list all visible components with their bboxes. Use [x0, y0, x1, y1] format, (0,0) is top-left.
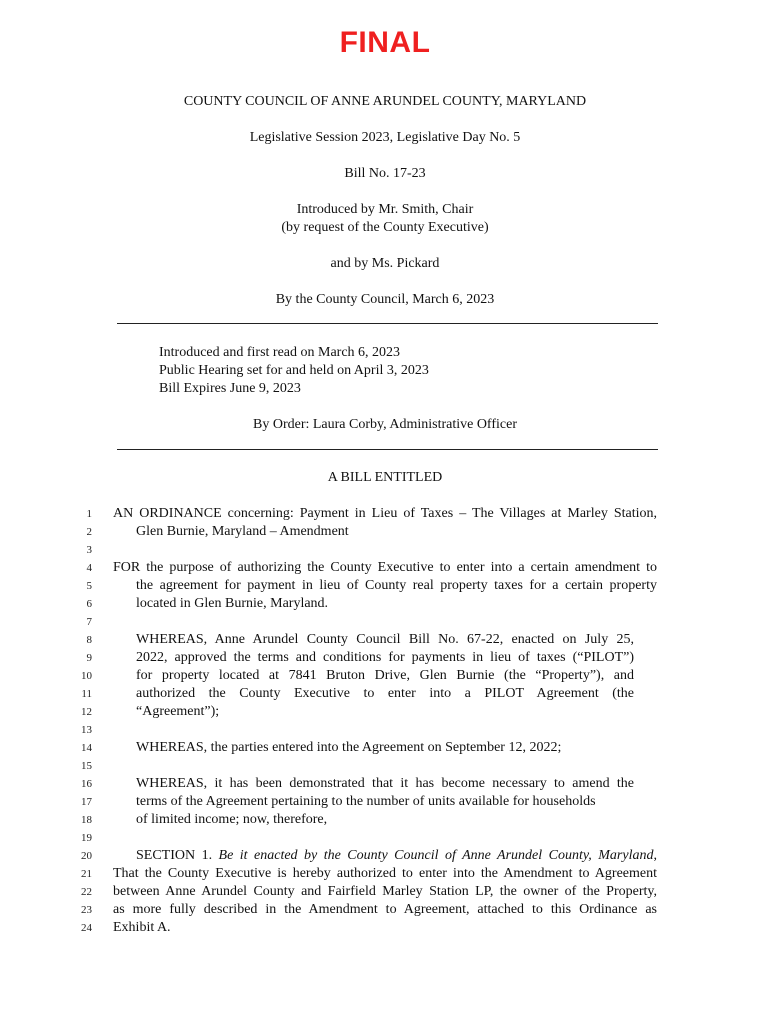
- line-number: 21: [81, 868, 92, 880]
- enacting-clause: Be it enacted by the County Council of Anne Arundel County, Maryland: [218, 848, 654, 863]
- section-1-line: between Anne Arundel County and Fairfield Marley Station LP, the owner of the Property,: [113, 884, 657, 899]
- by-council-date: By the County Council, March 6, 2023: [275, 292, 495, 307]
- line-number: 13: [81, 724, 92, 736]
- ordinance-title-line: AN ORDINANCE concerning: Payment in Lieu of Taxes – The Villages at Marley Station,: [113, 506, 657, 521]
- line-number: 22: [81, 886, 92, 898]
- enacting-comma: ,: [653, 848, 657, 863]
- line-number: 6: [86, 598, 92, 610]
- public-hearing: Public Hearing set for and held on April 3, 2023: [159, 363, 429, 378]
- whereas-3-line: of limited income; now, therefore,: [136, 812, 328, 827]
- divider-bottom: [117, 449, 658, 450]
- bill-expires: Bill Expires June 9, 2023: [159, 381, 301, 396]
- purpose-line: FOR the purpose of authorizing the County Executive to enter into a certain amendment to: [113, 560, 657, 575]
- line-number: 4: [86, 562, 92, 574]
- final-stamp: FINAL: [339, 26, 431, 59]
- line-number: 7: [86, 616, 92, 628]
- whereas-1-line: 2022, approved the terms and conditions for payments in lieu of taxes (“PILOT”): [136, 650, 634, 665]
- line-number: 18: [81, 814, 92, 826]
- section-1-line: That the County Executive is hereby authorized to enter into the Amendment to Agreement: [113, 866, 657, 881]
- whereas-1-line: for property located at 7841 Bruton Drive, Glen Burnie (the “Property”), and: [136, 668, 634, 683]
- whereas-2-line: WHEREAS, the parties entered into the Agreement on September 12, 2022;: [136, 740, 562, 755]
- by-order: By Order: Laura Corby, Administrative Officer: [253, 417, 517, 432]
- whereas-1-line: WHEREAS, Anne Arundel County Council Bill No. 67-22, enacted on July 25,: [136, 632, 634, 647]
- introduced-date: Introduced and first read on March 6, 2023: [159, 345, 401, 360]
- line-number: 3: [86, 544, 92, 556]
- ordinance-title-line: Glen Burnie, Maryland – Amendment: [136, 524, 349, 539]
- line-number: 2: [86, 526, 92, 538]
- line-number: 5: [86, 580, 92, 592]
- line-number: 15: [81, 760, 92, 772]
- bill-entitled-heading: A BILL ENTITLED: [327, 470, 443, 485]
- line-number: 20: [81, 850, 92, 862]
- line-number: 17: [81, 796, 92, 808]
- purpose-line: the agreement for payment in lieu of County real property taxes for a certain property: [136, 578, 657, 593]
- line-number: 23: [81, 904, 92, 916]
- introduced-by: Introduced by Mr. Smith, Chair: [296, 202, 474, 217]
- line-number: 19: [81, 832, 92, 844]
- line-number: 8: [86, 634, 92, 646]
- section-1-line: [136, 847, 657, 865]
- line-number: 12: [81, 706, 92, 718]
- line-number: 11: [81, 688, 92, 700]
- line-number: 9: [86, 652, 92, 664]
- line-number: 24: [81, 922, 92, 934]
- whereas-1-line: authorized the County Executive to enter into a PILOT Agreement (the: [136, 686, 634, 701]
- line-number: 1: [86, 508, 92, 520]
- purpose-line: located in Glen Burnie, Maryland.: [136, 596, 329, 611]
- by-request: (by request of the County Executive): [281, 220, 489, 235]
- bill-number: Bill No. 17-23: [344, 166, 426, 181]
- line-number: 16: [81, 778, 92, 790]
- section-1-line: Exhibit A.: [113, 920, 171, 935]
- section-label: SECTION 1.: [136, 848, 219, 863]
- divider-top: [117, 323, 658, 324]
- section-1-line: as more fully described in the Amendment to Agreement, attached to this Ordinance as: [113, 902, 657, 917]
- whereas-3-line: WHEREAS, it has been demonstrated that it has become necessary to amend the: [136, 776, 634, 791]
- and-by: and by Ms. Pickard: [330, 256, 440, 271]
- line-number: 10: [81, 670, 92, 682]
- legislative-session: Legislative Session 2023, Legislative Day No. 5: [249, 130, 521, 145]
- line-number: 14: [81, 742, 92, 754]
- council-title: COUNTY COUNCIL OF ANNE ARUNDEL COUNTY, MARYLAND: [183, 94, 587, 109]
- whereas-1-line: “Agreement”);: [136, 704, 220, 719]
- whereas-3-line: terms of the Agreement pertaining to the number of units available for households: [136, 794, 596, 809]
